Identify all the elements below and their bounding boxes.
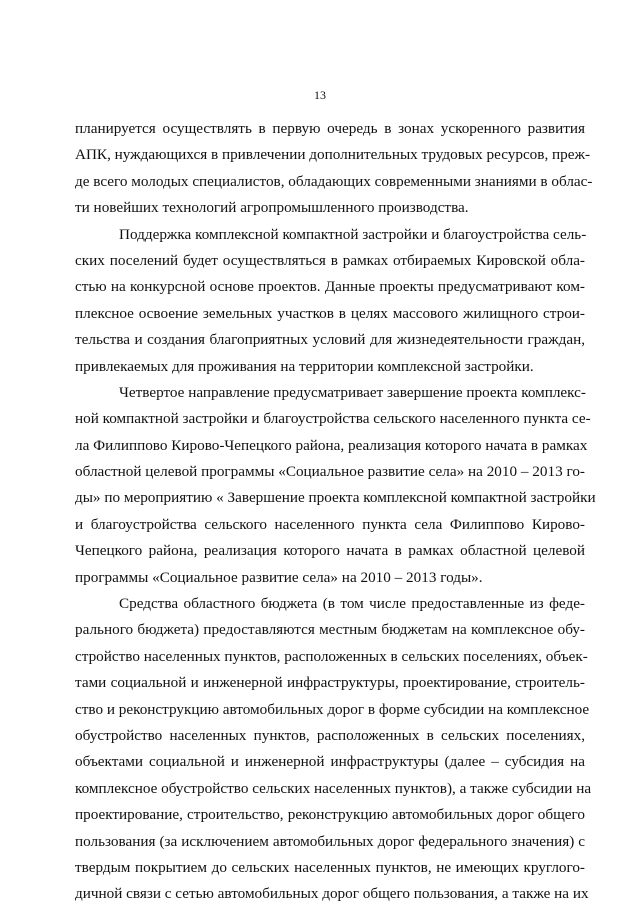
text-line: Поддержка комплексной компактной застройки и благоустройства сель- [119,225,587,243]
text-line: комплексное обустройство сельских населенных пунктов), а также субсидии на [75,779,592,797]
text-line: областной целевой программы «Социальное развитие села» на 2010 – 2013 го- [75,463,585,481]
text-line: плексное освоение земельных участков в целях массового жилищного строи- [75,304,585,322]
text-line: ти новейших технологий агропромышленного производства. [75,199,469,217]
text-line: дичной связи с сетью автомобильных дорог общего пользования, а также на их [75,885,589,903]
text-line: рального бюджета) предоставляются местным бюджетам на комплексное обу- [75,621,585,639]
text-line: пользования (за исключением автомобильных дорог федерального значения) с [75,832,585,850]
text-line: ды» по мероприятию « Завершение проекта комплексной компактной застройки [75,489,596,507]
page-number: 13 [314,88,326,102]
text-line: Чепецкого района, реализация которого начата в рамках областной целевой [75,542,585,560]
text-line: АПК, нуждающихся в привлечении дополнительных трудовых ресурсов, преж- [75,146,591,164]
text-line: ство и реконструкцию автомобильных дорог в форме субсидии на комплексное [75,700,590,718]
text-line: ла Филиппово Кирово-Чепецкого района, реализация которого начата в рамках [75,436,588,454]
text-line: тами социальной и инженерной инфраструктуры, проектирование, строитель- [75,674,585,692]
text-line: привлекаемых для проживания на территории комплексной застройки. [75,357,534,375]
text-line: объектами социальной и инженерной инфраструктуры (далее – субсидия на [75,753,585,771]
text-line: обустройство населенных пунктов, расположенных в сельских поселениях, [75,726,585,744]
text-line: планируется осуществлять в первую очередь в зонах ускоренного развития [75,120,585,137]
text-line: и благоустройства сельского населенного пункта села Филиппово Кирово- [75,515,585,533]
text-line: тельства и создания благоприятных условий для жизнедеятельности граждан, [75,331,585,349]
text-line: программы «Социальное развитие села» на 2010 – 2013 годы». [75,568,483,586]
text-line: проектирование, строительство, реконструкцию автомобильных дорог общего [75,806,585,824]
body-text [75,116,596,908]
text-line: стройство населенных пунктов, расположенных в сельских поселениях, объек- [75,647,588,665]
text-line: ной компактной застройки и благоустройства сельского населенного пункта се- [75,410,591,428]
text-line: де всего молодых специалистов, обладающих современными знаниями в облас- [75,172,593,190]
text-line: Средства областного бюджета (в том числе предоставленные из феде- [119,595,585,613]
text-line: стью на конкурсной основе проектов. Данные проекты предусматривают ком- [75,278,585,296]
text-line: Четвертое направление предусматривает завершение проекта комплекс- [119,383,586,401]
text-line: твердым покрытием до сельских населенных пунктов, не имеющих круглого- [75,858,585,876]
text-line: ских поселений будет осуществляться в рамках отбираемых Кировской обла- [75,251,585,269]
